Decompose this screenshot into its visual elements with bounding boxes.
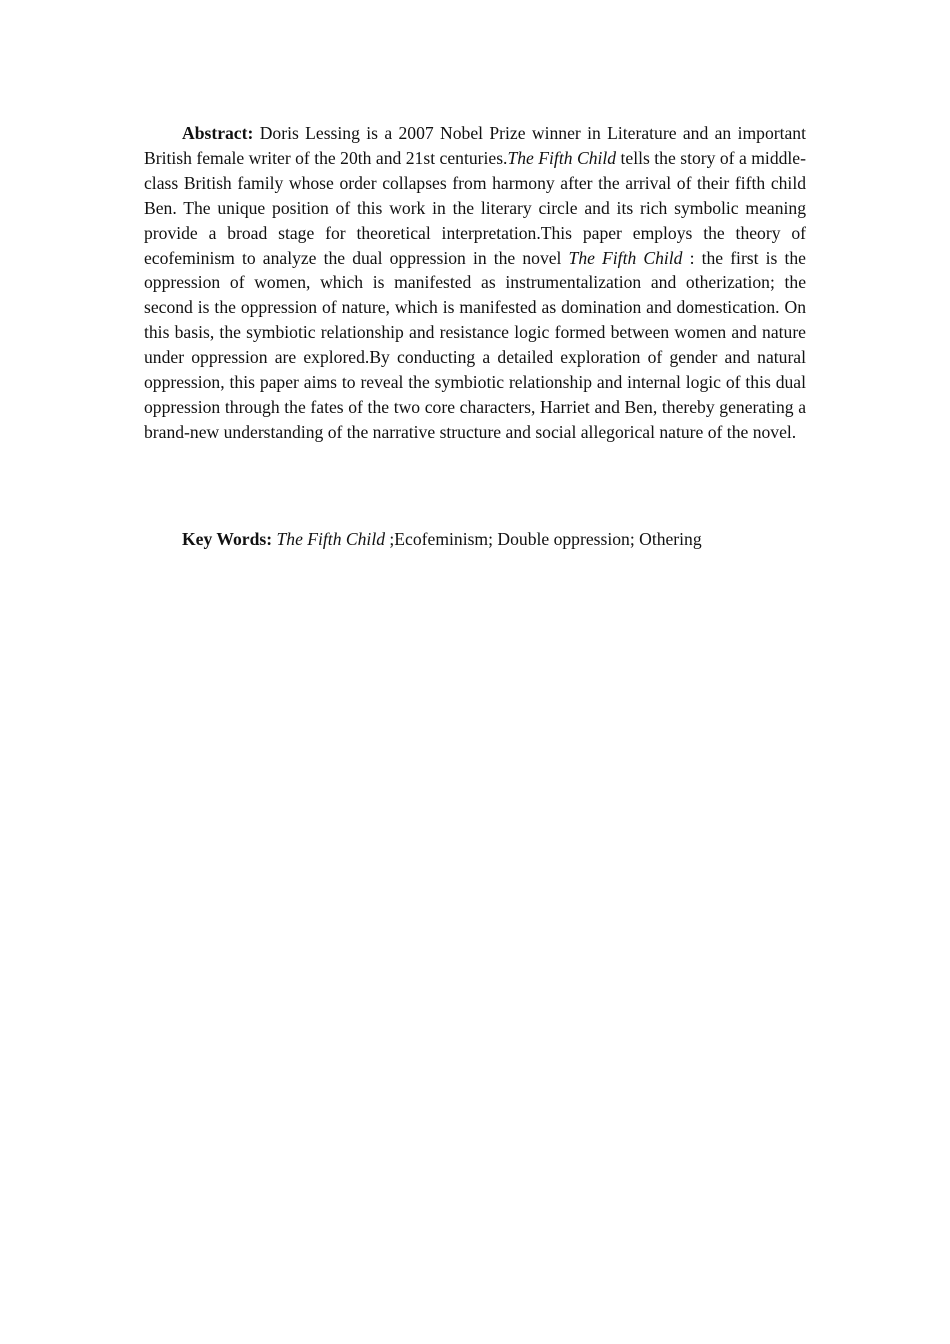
abstract-text-part-1: Doris Lessing is a 2007 Nobel Prize winner in Literature and an important British female writer of the 20th and 21st centuries.	[144, 123, 806, 168]
keywords-list: ;Ecofeminism; Double oppression; Othering	[385, 529, 702, 549]
abstract-novel-title-1: The Fifth Child	[507, 147, 617, 168]
abstract-paragraph	[144, 121, 806, 445]
keywords-line	[144, 527, 806, 552]
abstract-text-part-3: : the first is the oppression of women, which is manifested as instrumentalization and otherization; the second is the oppression of nature, which is manifested as domination and domestication. On this basis, the symbiotic relationship and resistance logic formed between women and nature under oppression are explored.By conducting a detailed exploration of gender and natural oppression, this paper aims to reveal the symbiotic relationship and internal logic of this dual oppression through the fates of the two core characters, Harriet and Ben, thereby generating a brand-new understanding of the narrative structure and social allegorical nature of the novel.	[144, 247, 806, 442]
abstract-novel-title-2: The Fifth Child	[568, 247, 683, 268]
keywords-label: Key Words:	[182, 529, 273, 549]
keywords-novel-title: The Fifth Child	[276, 529, 386, 549]
abstract-text-part-2: tells the story of a middle-class British family whose order collapses from harmony after the arrival of their fifth child Ben. The unique position of this work in the literary circle and its rich symbolic meaning provide a broad stage for theoretical interpretation.This paper employs the theory of ecofeminism to analyze the dual oppression in the novel	[144, 147, 806, 268]
abstract-label: Abstract:	[182, 123, 254, 143]
